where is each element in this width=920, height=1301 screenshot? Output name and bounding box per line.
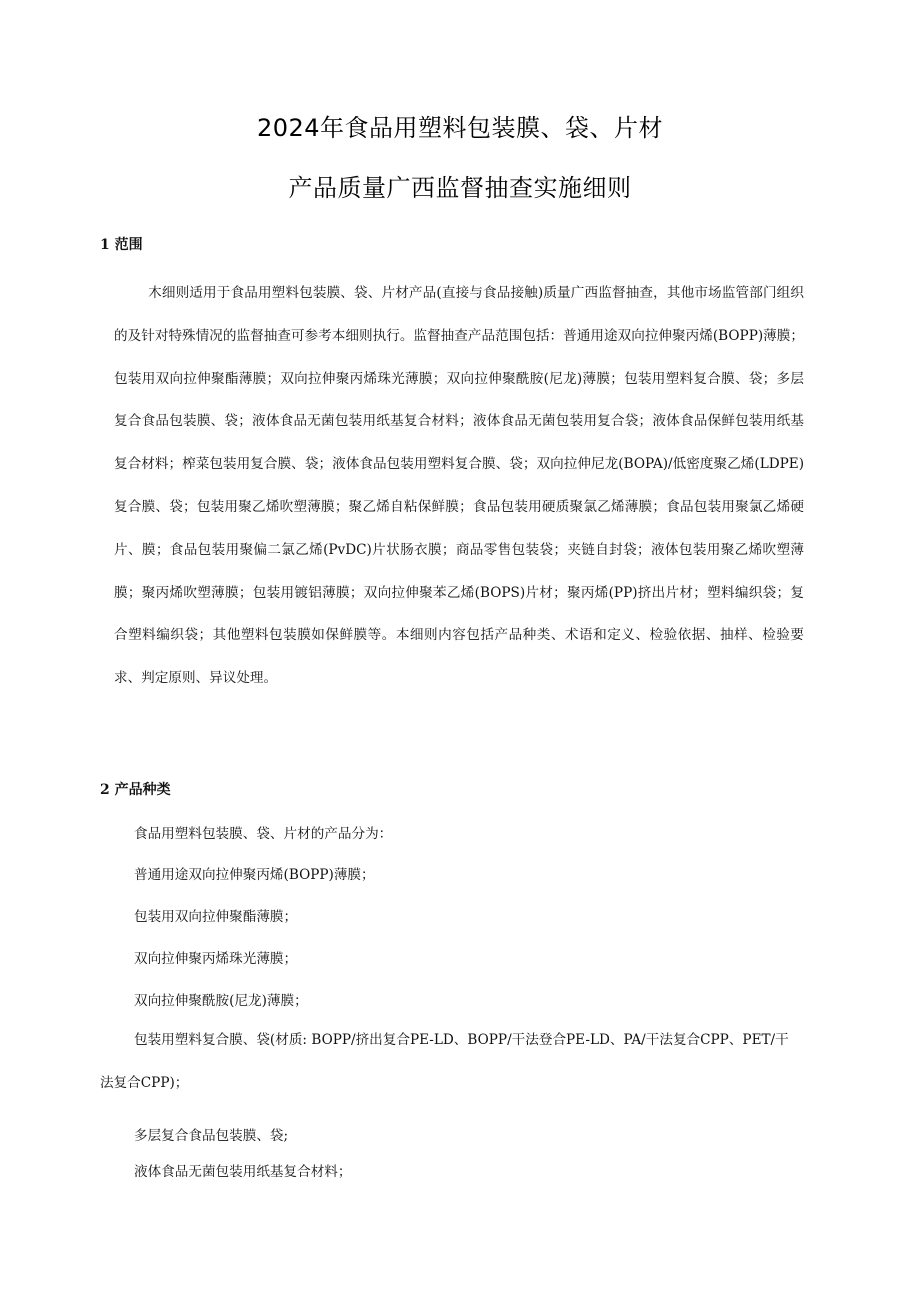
document-title-line-1: 2024年食品用塑料包装膜、袋、片材 xyxy=(256,114,664,142)
product-category-item: 普通用途双向拉伸聚丙烯(BOPP)薄膜； xyxy=(134,867,375,883)
section-2-heading: 2 产品种类 xyxy=(100,782,171,798)
product-category-item: 双向拉伸聚酰胺(尼龙)薄膜； xyxy=(134,993,308,1009)
section-1-paragraph xyxy=(114,272,804,700)
product-category-intro: 食品用塑料包装膜、袋、片材的产品分为： xyxy=(134,826,393,842)
product-category-item: 包装用双向拉伸聚酯薄膜； xyxy=(134,909,298,925)
product-category-item: 多层复合食品包装膜、袋; xyxy=(134,1128,289,1144)
section-1-paragraph-text: 木细则适用于食品用塑料包装膜、袋、片材产品(直接与食品接触)质量广西监督抽查，其他市场监管部门组织的及针对特殊情况的监督抽查可参考本细则执行。监督抽查产品范围包括：普通用途双向拉伸聚丙烯(BOPP)薄膜；包装用双向拉伸聚酯薄膜；双向拉伸聚丙烯珠光薄膜；双向拉伸聚酰胺(尼龙)薄膜；包装用塑料复合膜、袋；多层复合食品包装膜、袋；液体食品无菌包装用纸基复合材料；液体食品无菌包装用复合袋；液体食品保鲜包装用纸基复合材料；榨菜包装用复合膜、袋；液体食品包装用塑料复合膜、袋；双向拉伸尼龙(BOPA)/低密度聚乙烯(LDPE)复合膜、袋；包装用聚乙烯吹塑薄膜；聚乙烯自粘保鲜膜；食品包装用硬质聚氯乙烯薄膜；食品包装用聚氯乙烯硬片、膜；食品包装用聚偏二氯乙烯(PvDC)片状肠衣膜；商品零售包装袋；夹链自封袋；液体包装用聚乙烯吹塑薄膜；聚丙烯吹塑薄膜；包装用镀铝薄膜；双向拉伸聚苯乙烯(BOPS)片材；聚丙烯(PP)挤出片材；塑料编织袋；复合塑料编织袋；其他塑料包装膜如保鲜膜等。本细则内容包括产品种类、术语和定义、检验依据、抽样、检验要求、判定原则、异议处理。 xyxy=(114,285,804,687)
product-category-item: 双向拉伸聚丙烯珠光薄膜； xyxy=(134,951,298,967)
product-category-item: 液体食品无菌包装用纸基复合材料； xyxy=(134,1164,352,1180)
product-category-item: 包装用塑料复合膜、袋(材质: BOPP/挤出复合PE-LD、BOPP/干法登合PE-LD、PA/干法复合CPP、PET/干法复合CPP)； xyxy=(100,1032,789,1091)
document-title-line-2: 产品质量广西监督抽查实施细则 xyxy=(288,174,632,202)
section-1-heading: 1 范围 xyxy=(100,237,143,253)
